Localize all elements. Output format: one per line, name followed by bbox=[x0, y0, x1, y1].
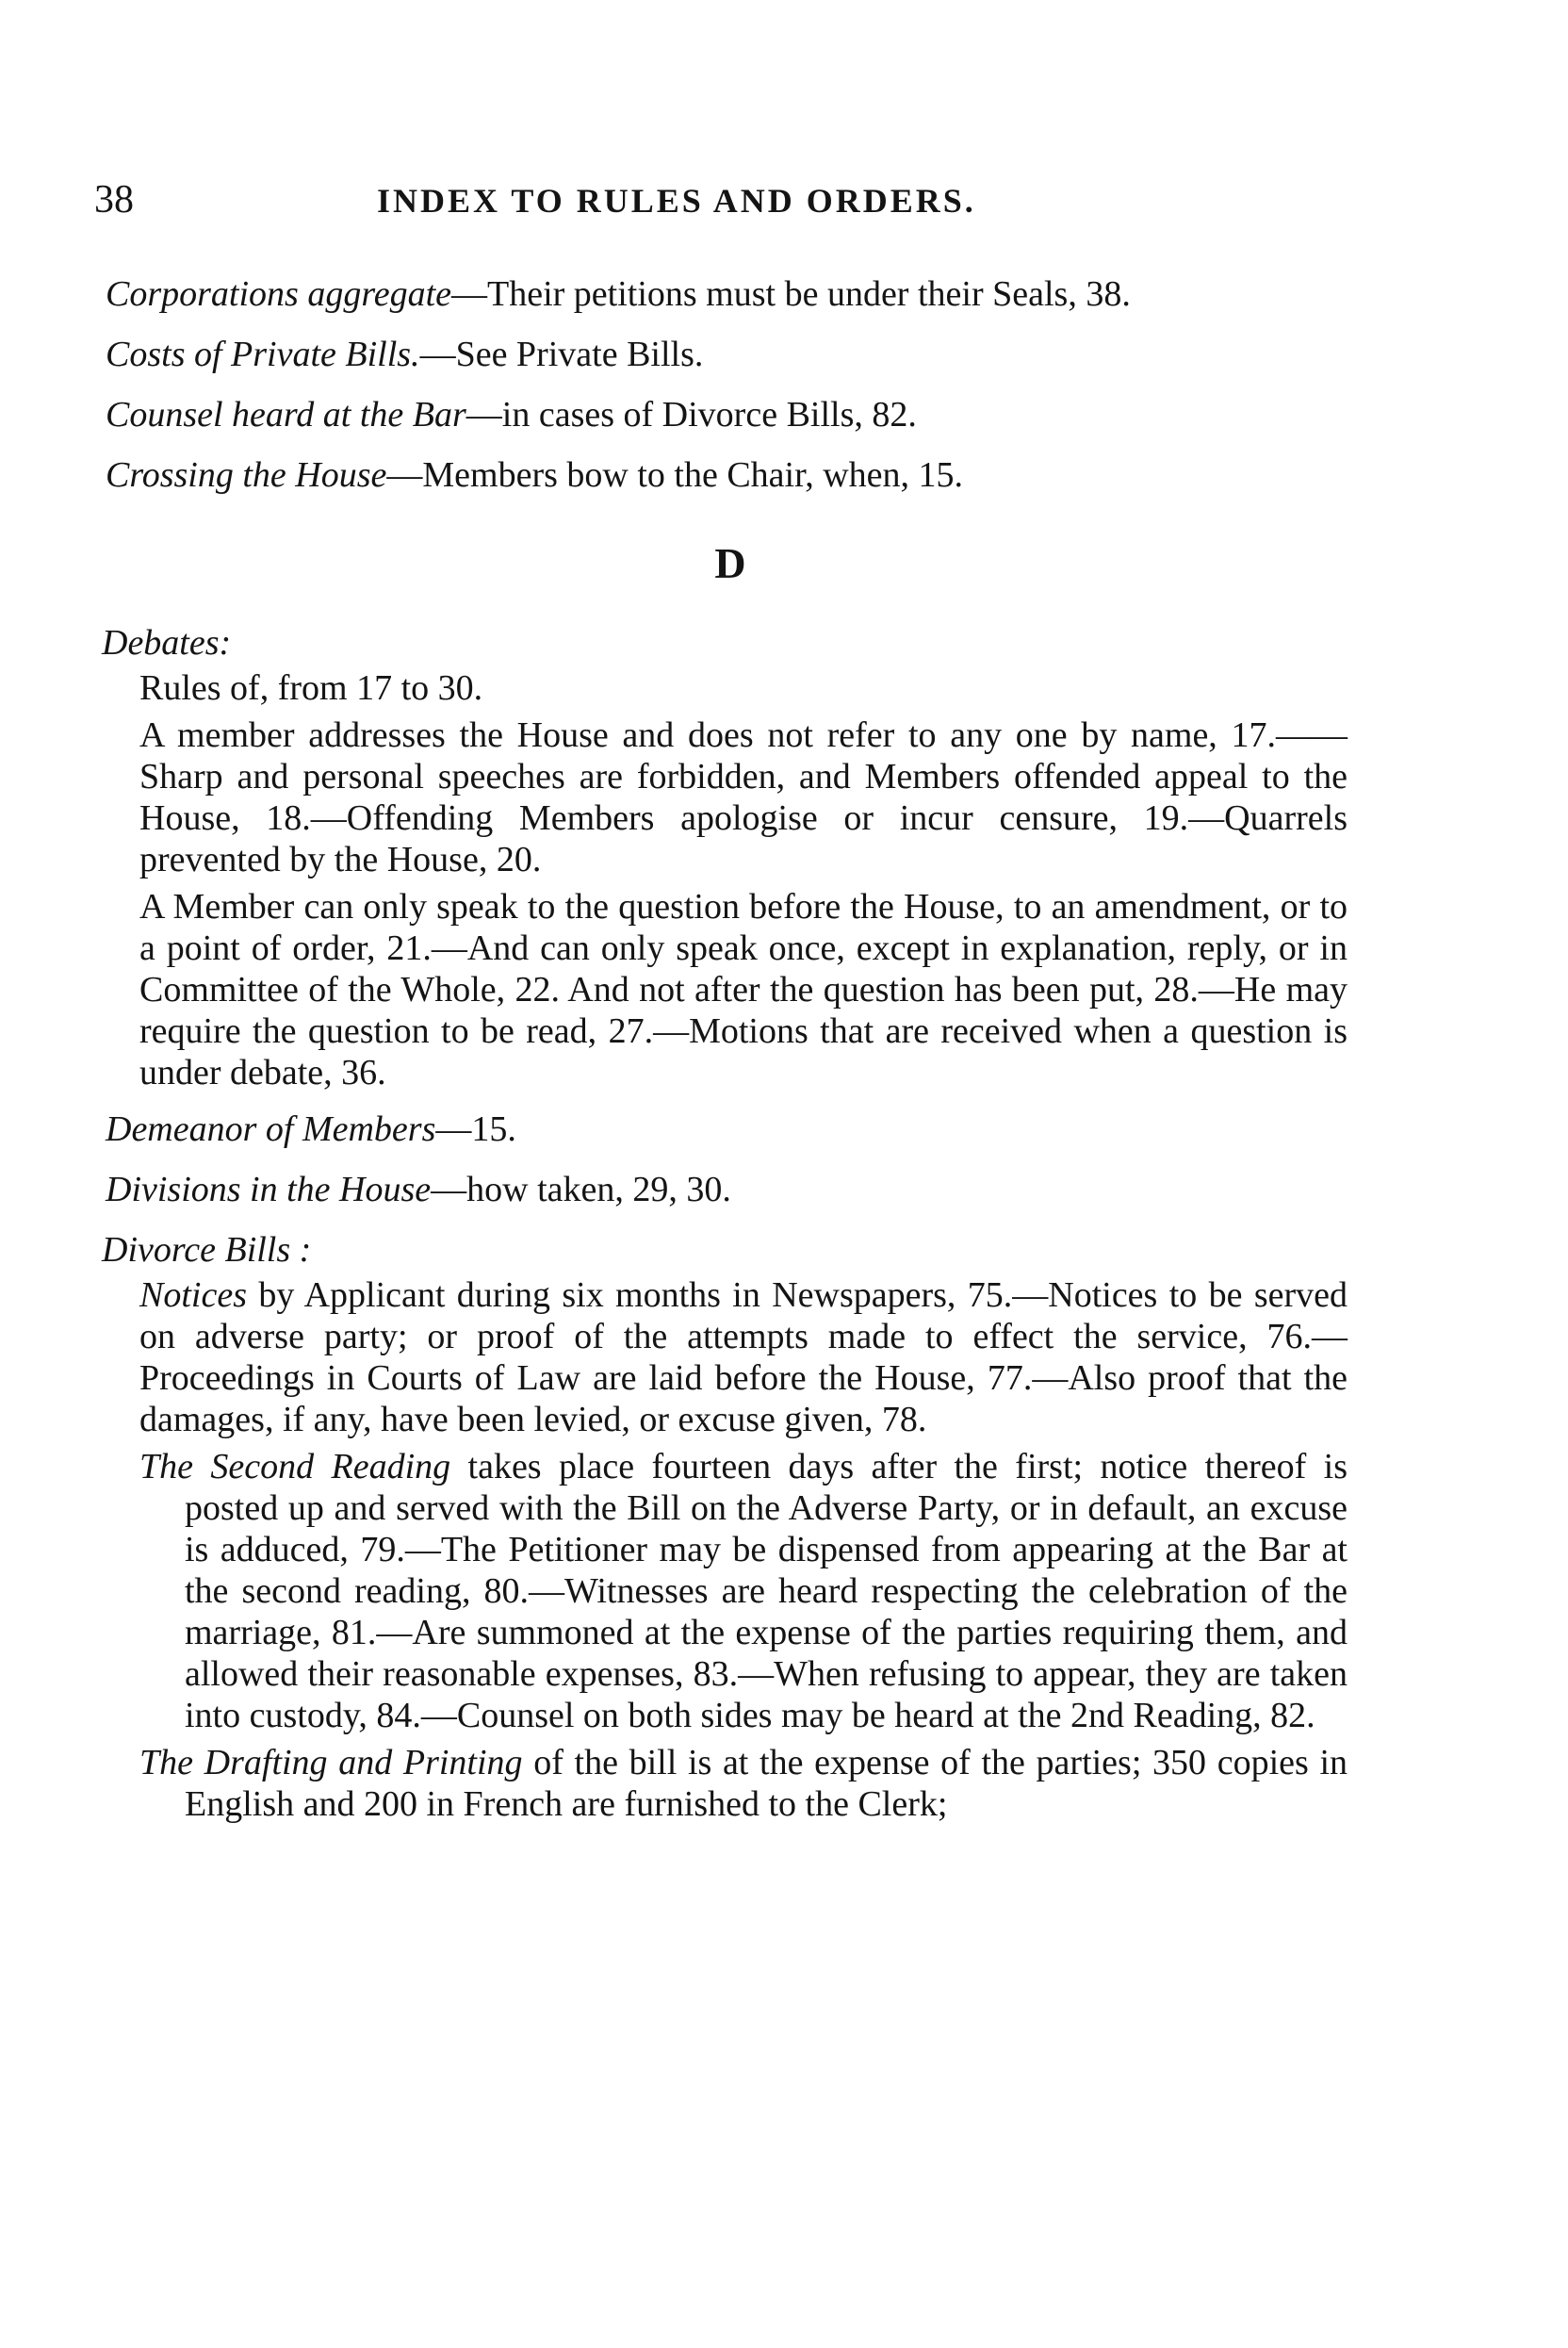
entry-term: Divisions in the House bbox=[106, 1170, 432, 1209]
index-entry bbox=[106, 273, 1348, 315]
entry-text: —Members bow to the Chair, when, 15. bbox=[386, 455, 964, 495]
group-heading: Debates: bbox=[102, 623, 232, 663]
sub-item-text: by Applicant during six months in Newspapers, 75.—Notices to be served on adverse party; or proof of the attempts made to effect the service, 76.—Proceedings in Courts of Law are laid before the House, 77.—Also proof that the damages, if any, have been levied, or excuse given, 78. bbox=[139, 1275, 1348, 1439]
index-entries-d bbox=[94, 1108, 1348, 1210]
sub-item-term: The Second Reading bbox=[139, 1447, 451, 1486]
entry-term: Counsel heard at the Bar bbox=[106, 395, 466, 435]
sub-item: A Member can only speak to the question before the House, to an amendment, or to a point of order, 21.—And can only speak once, except in explanation, reply, or in Committee of the Whole, 22. And not after the question has been put, 28.—He may require the question to be read, 27.—Motions that are received when a question is under debate, 36. bbox=[139, 887, 1348, 1092]
sub-item: Rules of, from 17 to 30. bbox=[139, 668, 483, 708]
sub-item-term: The Drafting and Printing bbox=[139, 1743, 523, 1782]
index-entries-c bbox=[94, 273, 1348, 496]
page-header bbox=[94, 179, 1348, 236]
entry-text: —See Private Bills. bbox=[419, 335, 704, 374]
group-heading: Divorce Bills : bbox=[102, 1230, 312, 1270]
section-letter: D bbox=[714, 539, 746, 587]
index-entry bbox=[106, 334, 1348, 375]
document-page bbox=[94, 179, 1348, 1840]
entry-term: Costs of Private Bills. bbox=[106, 335, 420, 374]
entry-term: Corporations aggregate bbox=[106, 274, 451, 314]
entry-term: Demeanor of Members bbox=[106, 1109, 436, 1149]
entry-text: —how taken, 29, 30. bbox=[431, 1170, 731, 1209]
sub-item-text: takes place fourteen days after the first; notice thereof is posted up and served with the Bill on the Adverse Party, or in default, an excuse is adduced, 79.—The Petitioner may be dispensed from appearing at the Bar at the second reading, 80.—Witnesses are heard respecting the celebration of the marriage, 81.—Are summoned at the expense of the parties requiring them, and allowed their reasonable expenses, 83.—When refusing to appear, they are taken into custody, 84.—Counsel on both sides may be heard at the 2nd Reading, 82. bbox=[185, 1447, 1348, 1735]
debates-group bbox=[94, 622, 1348, 1093]
page-number: 38 bbox=[94, 178, 134, 222]
entry-text: —in cases of Divorce Bills, 82. bbox=[466, 395, 917, 435]
entry-term: Crossing the House bbox=[106, 455, 387, 495]
index-entry bbox=[106, 1108, 1348, 1150]
index-entry bbox=[106, 1169, 1348, 1210]
sub-item bbox=[139, 1274, 1348, 1440]
index-entry bbox=[106, 394, 1348, 435]
sub-item bbox=[139, 1742, 1348, 1825]
sub-item bbox=[139, 1446, 1348, 1736]
running-head: INDEX TO RULES AND ORDERS. bbox=[377, 182, 976, 220]
index-entry bbox=[106, 454, 1348, 496]
sub-item-text: of the bill is at the expense of the parties; 350 copies in English and 200 in French are furnished to the Clerk; bbox=[185, 1743, 1348, 1824]
sub-item-term: Notices bbox=[139, 1275, 247, 1315]
entry-text: —15. bbox=[435, 1109, 516, 1149]
sub-item: A member addresses the House and does not refer to any one by name, 17.——Sharp and personal speeches are forbidden, and Members offended appeal to the House, 18.—Offending Members apologise or incur censure, 19.—Quarrels prevented by the House, 20. bbox=[139, 715, 1348, 879]
entry-text: —Their petitions must be under their Seals, 38. bbox=[451, 274, 1131, 314]
divorce-bills-group bbox=[94, 1229, 1348, 1825]
